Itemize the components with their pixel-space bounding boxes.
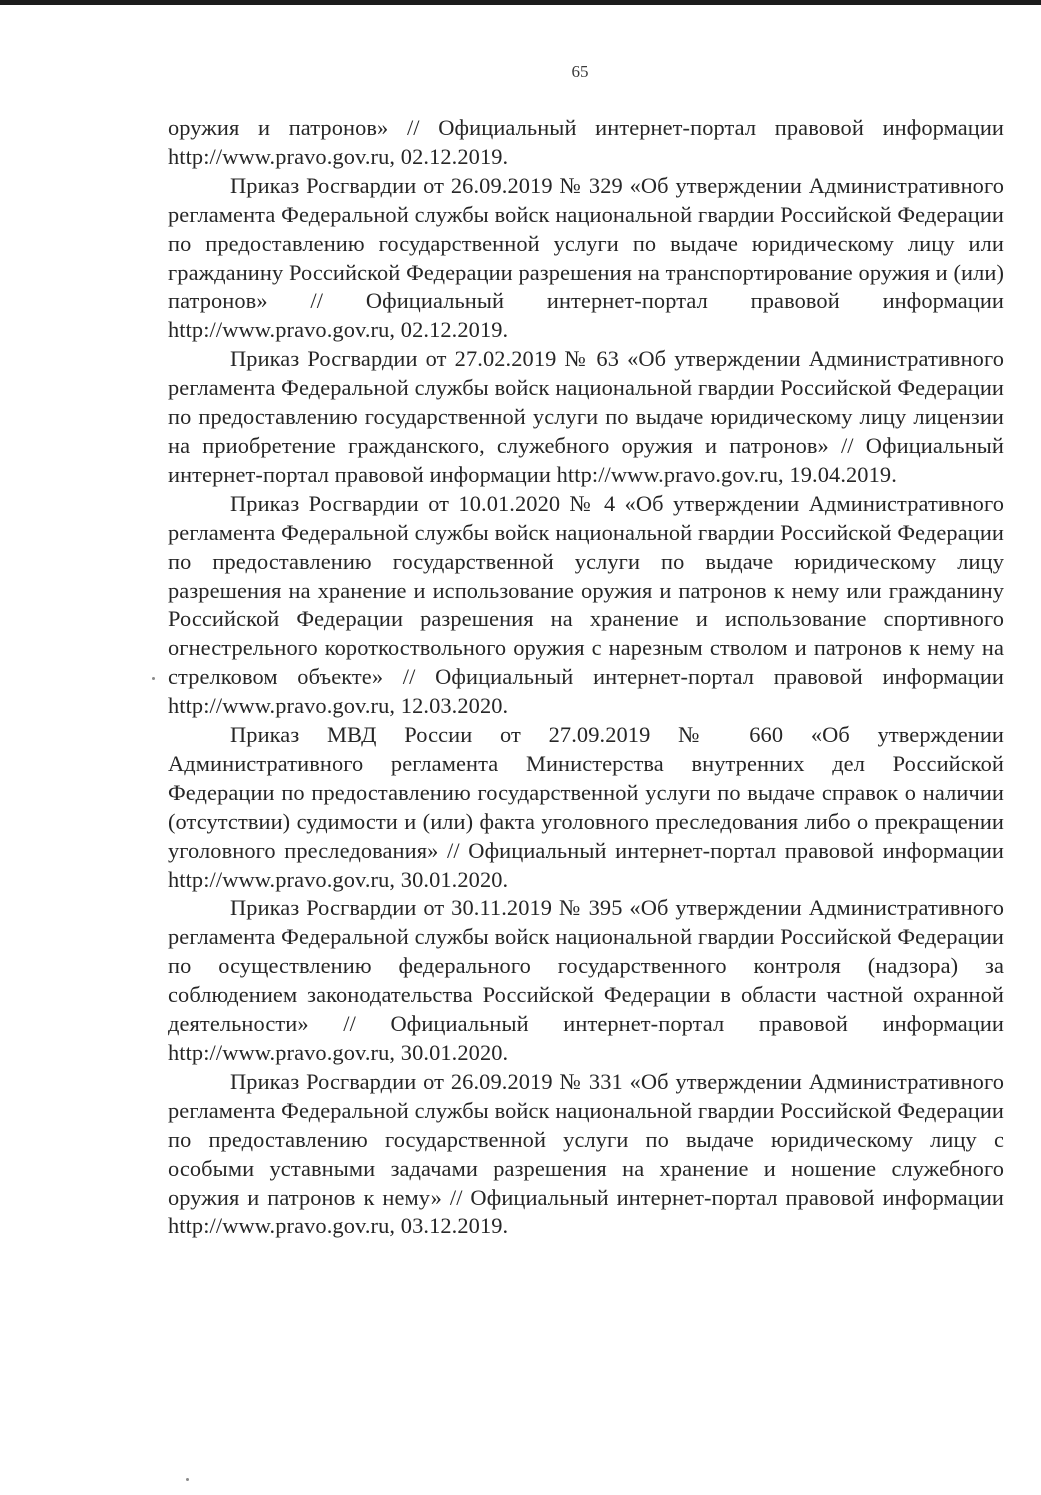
paragraph-order-331: Приказ Росгвардии от 26.09.2019 № 331 «Об утверждении Административного регламента Федеральной службы войск национальной гвардии Российской Федерации по предоставлению государственной услуги по выдаче юридическому лицу с особыми уставными задачами разрешения на хранение и ношение служебного оружия и патронов к нему» // Официальный интернет-портал правовой информации http://www.pravo.gov.ru, 03.12.2019. — [168, 1068, 1004, 1239]
paragraph-order-63: Приказ Росгвардии от 27.02.2019 № 63 «Об утверждении Административного регламента Федеральной службы войск национальной гвардии Российской Федерации по предоставлению государственной услуги по выдаче юридическому лицу лицензии на приобретение гражданского, служебного оружия и патронов» // Официальный интернет-портал правовой информации http://www.pravo.gov.ru, 19.04.2019. — [168, 346, 1004, 487]
document-body — [168, 114, 1004, 1241]
scan-speck — [186, 1478, 189, 1481]
paragraph-order-4: Приказ Росгвардии от 10.01.2020 № 4 «Об утверждении Административного регламента Федеральной службы войск национальной гвардии Российской Федерации по предоставлению государственной услуги по выдаче юридическому лицу разрешения на хранение и использование оружия и патронов к нему или гражданину Российской Федерации разрешения на хранение и использование спортивного огнестрельного короткоствольного оружия с нарезным стволом и патронов к нему на стрелковом объекте» // Официальный интернет-портал правовой информации http://www.pravo.gov.ru, 12.03.2020. — [168, 490, 1004, 719]
page-number: 65 — [571, 62, 589, 81]
paragraph-continuation: оружия и патронов» // Официальный интернет-портал правовой информации http://www.pravo.gov.ru, 02.12.2019. — [168, 115, 1004, 169]
paragraph-order-395: Приказ Росгвардии от 30.11.2019 № 395 «Об утверждении Административного регламента Федеральной службы войск национальной гвардии Российской Федерации по осуществлению федерального государственного контроля (надзора) за соблюдением законодательства Российской Федерации в области частной охранной деятельности» // Официальный интернет-портал правовой информации http://www.pravo.gov.ru, 30.01.2020. — [168, 895, 1004, 1065]
paragraph-order-660: Приказ МВД России от 27.09.2019 № 660 «Об утверждении Административного регламента Министерства внутренних дел Российской Федерации по предоставлению государственной услуги по выдаче справок о наличии (отсутствии) судимости и (или) факта уголовного преследования либо о прекращении уголовного преследования» // Официальный интернет-портал правовой информации http://www.pravo.gov.ru, 30.01.2020. — [168, 722, 1004, 892]
scan-top-border — [0, 0, 1041, 5]
paragraph-order-329: Приказ Росгвардии от 26.09.2019 № 329 «Об утверждении Административного регламента Федеральной службы войск национальной гвардии Российской Федерации по предоставлению государственной услуги по выдаче юридическому лицу или гражданину Российской Федерации разрешения на транспортирование оружия и (или) патронов» // Официальный интернет-портал правовой информации http://www.pravo.gov.ru, 02.12.2019. — [168, 172, 1004, 343]
scan-speck — [152, 677, 155, 680]
